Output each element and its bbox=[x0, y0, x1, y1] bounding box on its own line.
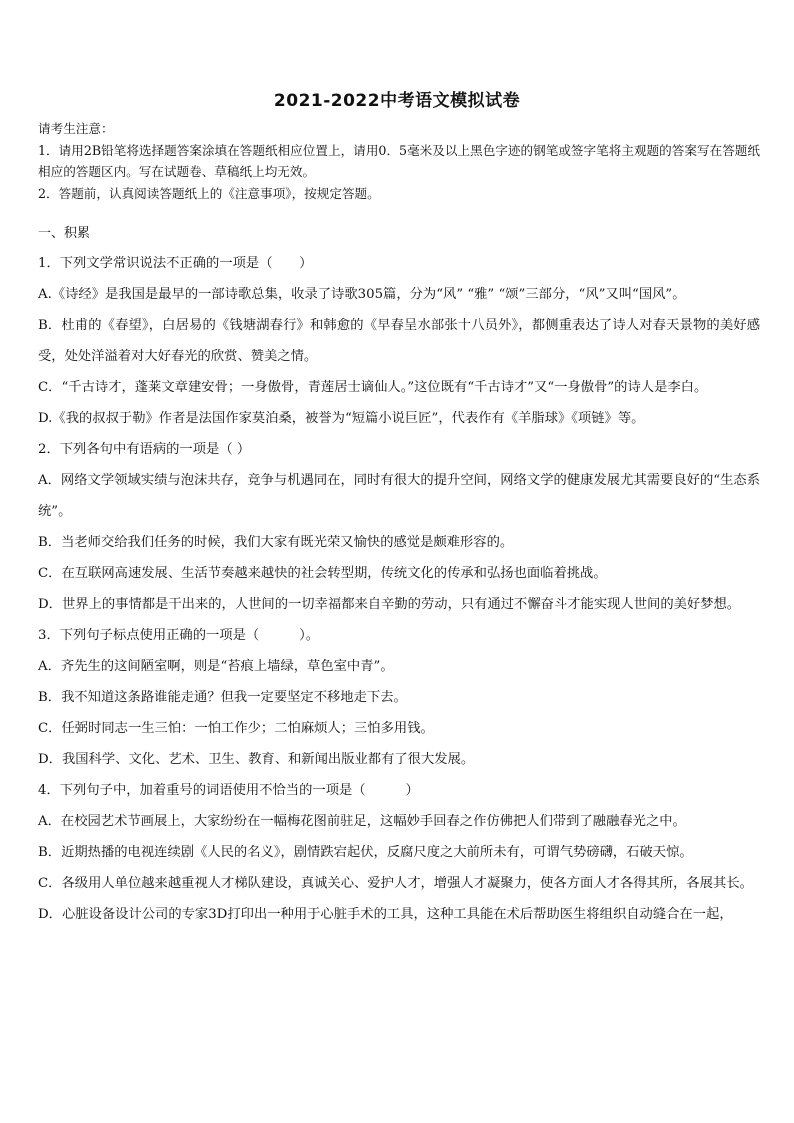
question-4-stem: 4．下列句子中，加着重号的词语使用不恰当的一项是（ ） bbox=[38, 783, 419, 798]
question-3-option-d: D．我国科学、文化、艺术、卫生、教育、和新闻出版业都有了很大发展。 bbox=[38, 752, 475, 767]
question-2-option-d: D．世界上的事情都是干出来的，人世间的一切幸福都来自辛勤的劳动，只有通过不懈奋斗才能实现人世间的美好梦想。 bbox=[38, 597, 741, 612]
question-2-option-b: B．当老师交给我们任务的时候，我们大家有既光荣又愉快的感觉是颇难形容的。 bbox=[38, 535, 514, 550]
section-heading: 一、积累 bbox=[38, 226, 91, 241]
question-1-stem: 1．下列文学常识说法不正确的一项是（ ） bbox=[38, 256, 313, 271]
question-2-option-a: A．网络文学领域实绩与泡沫共存，竞争与机遇同在，同时有很大的提升空间，网络文学的健康发展尤其需要良好的“生态系统”。 bbox=[38, 473, 760, 519]
question-1-option-b: B．杜甫的《春望》，白居易的《钱塘湖春行》和韩愈的《早春呈水部张十八员外》，都侧重表达了诗人对春天景物的美好感受，处处洋溢着对大好春光的欣赏、赞美之情。 bbox=[38, 318, 760, 364]
question-4-option-d: D．心脏设备设计公司的专家3D打印出一种用于心脏手术的工具，这种工具能在术后帮助医生将组织自动缝合在一起， bbox=[38, 907, 733, 922]
question-1-option-a: A.《诗经》是我国是最早的一部诗歌总集，收录了诗歌305篇，分为“风” “雅” “颂”三部分，“风”又叫“国风”。 bbox=[38, 287, 686, 302]
question-4-option-b: B．近期热播的电视连续剧《人民的名义》，剧情跌宕起伏，反腐尺度之大前所未有，可谓气势磅礴，石破天惊。 bbox=[38, 845, 693, 860]
page-title: 2021-2022中考语文模拟试卷 bbox=[273, 91, 521, 111]
question-1-option-c: C．“千古诗才，蓬莱文章建安骨；一身傲骨，青莲居士谪仙人。”这位既有“千古诗才”又“一身傲骨”的诗人是李白。 bbox=[38, 380, 708, 395]
question-2-option-c: C．在互联网高速发展、生活节奏越来越快的社会转型期，传统文化的传承和弘扬也面临着挑战。 bbox=[38, 566, 607, 581]
notice-item-2: 2．答题前，认真阅读答题纸上的《注意事项》，按规定答题。 bbox=[38, 185, 380, 201]
notice-heading: 请考生注意： bbox=[38, 121, 114, 136]
notice-item-1: 1．请用2B铅笔将选择题答案涂填在答题纸相应位置上，请用0．5毫米及以上黑色字迹的钢笔或签字笔将主观题的答案写在答题纸相应的答题区内。写在试题卷、草稿纸上均无效。 bbox=[38, 142, 760, 179]
question-2-stem: 2．下列各句中有语病的一项是（ ） bbox=[38, 442, 251, 457]
question-3-option-a: A．齐先生的这间陋室啊，则是“苔痕上墙绿，草色室中青”。 bbox=[38, 659, 394, 674]
question-1-option-d: D.《我的叔叔于勒》作者是法国作家莫泊桑，被誉为“短篇小说巨匠”，代表作有《羊脂球》《项链》等。 bbox=[38, 411, 645, 426]
question-3-option-c: C．任弼时同志一生三怕：一怕工作少；二怕麻烦人；三怕多用钱。 bbox=[38, 721, 434, 736]
question-3-stem: 3．下列句子标点使用正确的一项是（ ）。 bbox=[38, 628, 320, 643]
question-4-option-c: C．各级用人单位越来越重视人才梯队建设，真诚关心、爱护人才，增强人才凝聚力，使各方面人才各得其所，各展其长。 bbox=[38, 876, 753, 891]
notice-block bbox=[38, 118, 760, 204]
question-list bbox=[38, 248, 760, 930]
question-3-option-b: B．我不知道这条路谁能走通？但我一定要坚定不移地走下去。 bbox=[38, 690, 407, 705]
question-4-option-a: A．在校园艺术节画展上，大家纷纷在一幅梅花图前驻足，这幅妙手回春之作仿佛把人们带到了融融春光之中。 bbox=[38, 814, 686, 829]
